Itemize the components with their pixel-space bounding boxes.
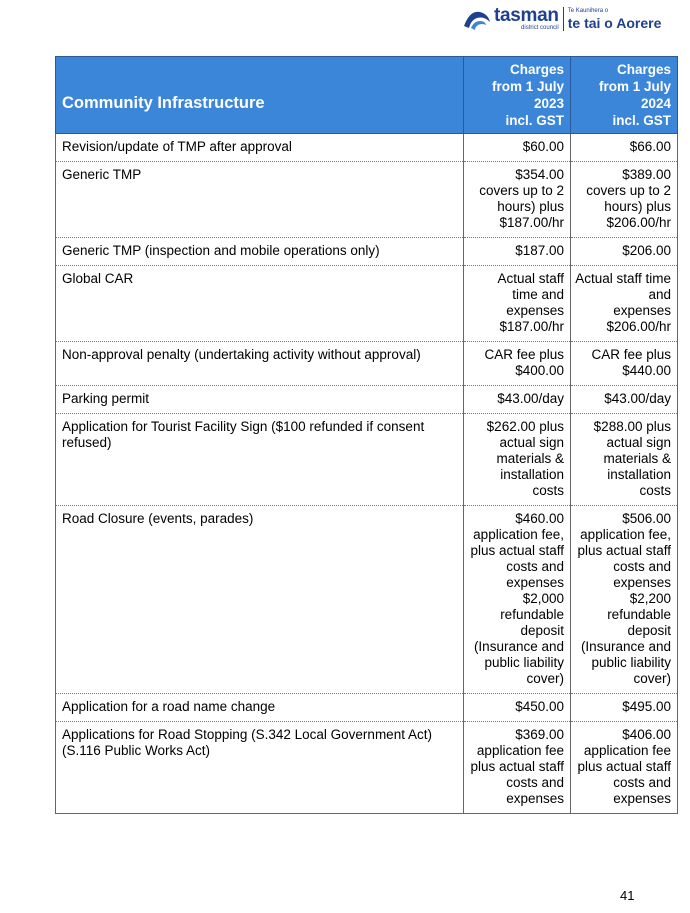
table-row xyxy=(56,722,678,814)
table-header-row xyxy=(56,57,678,134)
table-row xyxy=(56,266,678,342)
row-item: Applications for Road Stopping (S.342 Local Government Act) (S.116 Public Works Act) xyxy=(56,722,464,814)
row-charge-2024: Actual staff time and expenses $206.00/hr xyxy=(571,266,678,342)
row-item: Revision/update of TMP after approval xyxy=(56,134,464,162)
row-item: Application for Tourist Facility Sign ($100 refunded if consent refused) xyxy=(56,414,464,506)
table-row xyxy=(56,414,678,506)
table-title: Community Infrastructure xyxy=(56,57,464,134)
row-item: Road Closure (events, parades) xyxy=(56,506,464,694)
row-charge-2023: $354.00 covers up to 2 hours) plus $187.00/hr xyxy=(464,162,571,238)
row-charge-2023: $460.00 application fee, plus actual staff costs and expenses $2,000 refundable deposit (Insurance and public liability cover) xyxy=(464,506,571,694)
brand-maori-big: te tai o Aorere xyxy=(567,14,662,31)
header-2024-text: Charges from 1 July 2024 incl. GST xyxy=(598,62,671,128)
page-number: 41 xyxy=(620,888,635,903)
row-charge-2023: $43.00/day xyxy=(464,386,571,414)
brand-sub: district council xyxy=(521,24,559,31)
row-charge-2024: $43.00/day xyxy=(571,386,678,414)
fees-table xyxy=(55,56,678,814)
row-charge-2024: $406.00 application fee plus actual staff costs and expenses xyxy=(571,722,678,814)
row-item: Generic TMP (inspection and mobile operations only) xyxy=(56,238,464,266)
row-charge-2023: CAR fee plus $400.00 xyxy=(464,342,571,386)
logo-divider xyxy=(563,7,564,31)
row-charge-2024: $288.00 plus actual sign materials & installation costs xyxy=(571,414,678,506)
row-charge-2023: $450.00 xyxy=(464,694,571,722)
row-charge-2024: $506.00 application fee, plus actual staff costs and expenses $2,200 refundable deposit (Insurance and public liability cover) xyxy=(571,506,678,694)
brand-name: tasman xyxy=(494,4,559,26)
row-item: Generic TMP xyxy=(56,162,464,238)
row-item: Parking permit xyxy=(56,386,464,414)
brand-maori-small: Te Kaunihera o xyxy=(567,7,609,14)
table-row xyxy=(56,386,678,414)
row-charge-2024: CAR fee plus $440.00 xyxy=(571,342,678,386)
table-row xyxy=(56,694,678,722)
row-item: Application for a road name change xyxy=(56,694,464,722)
row-charge-2023: $262.00 plus actual sign materials & installation costs xyxy=(464,414,571,506)
table-row xyxy=(56,162,678,238)
header-2024 xyxy=(571,57,678,134)
row-charge-2024: $495.00 xyxy=(571,694,678,722)
row-charge-2023: $60.00 xyxy=(464,134,571,162)
table-row xyxy=(56,238,678,266)
row-charge-2024: $389.00 covers up to 2 hours) plus $206.00/hr xyxy=(571,162,678,238)
header-2023-text: Charges from 1 July 2023 incl. GST xyxy=(491,62,564,128)
header-2023 xyxy=(464,57,571,134)
row-charge-2024: $206.00 xyxy=(571,238,678,266)
row-item: Global CAR xyxy=(56,266,464,342)
table-row xyxy=(56,506,678,694)
row-item: Non-approval penalty (undertaking activity without approval) xyxy=(56,342,464,386)
table-row xyxy=(56,134,678,162)
table-row xyxy=(56,342,678,386)
row-charge-2024: $66.00 xyxy=(571,134,678,162)
council-logo xyxy=(462,4,684,34)
wave-logo-icon xyxy=(462,6,492,32)
row-charge-2023: Actual staff time and expenses $187.00/hr xyxy=(464,266,571,342)
row-charge-2023: $187.00 xyxy=(464,238,571,266)
row-charge-2023: $369.00 application fee plus actual staff costs and expenses xyxy=(464,722,571,814)
